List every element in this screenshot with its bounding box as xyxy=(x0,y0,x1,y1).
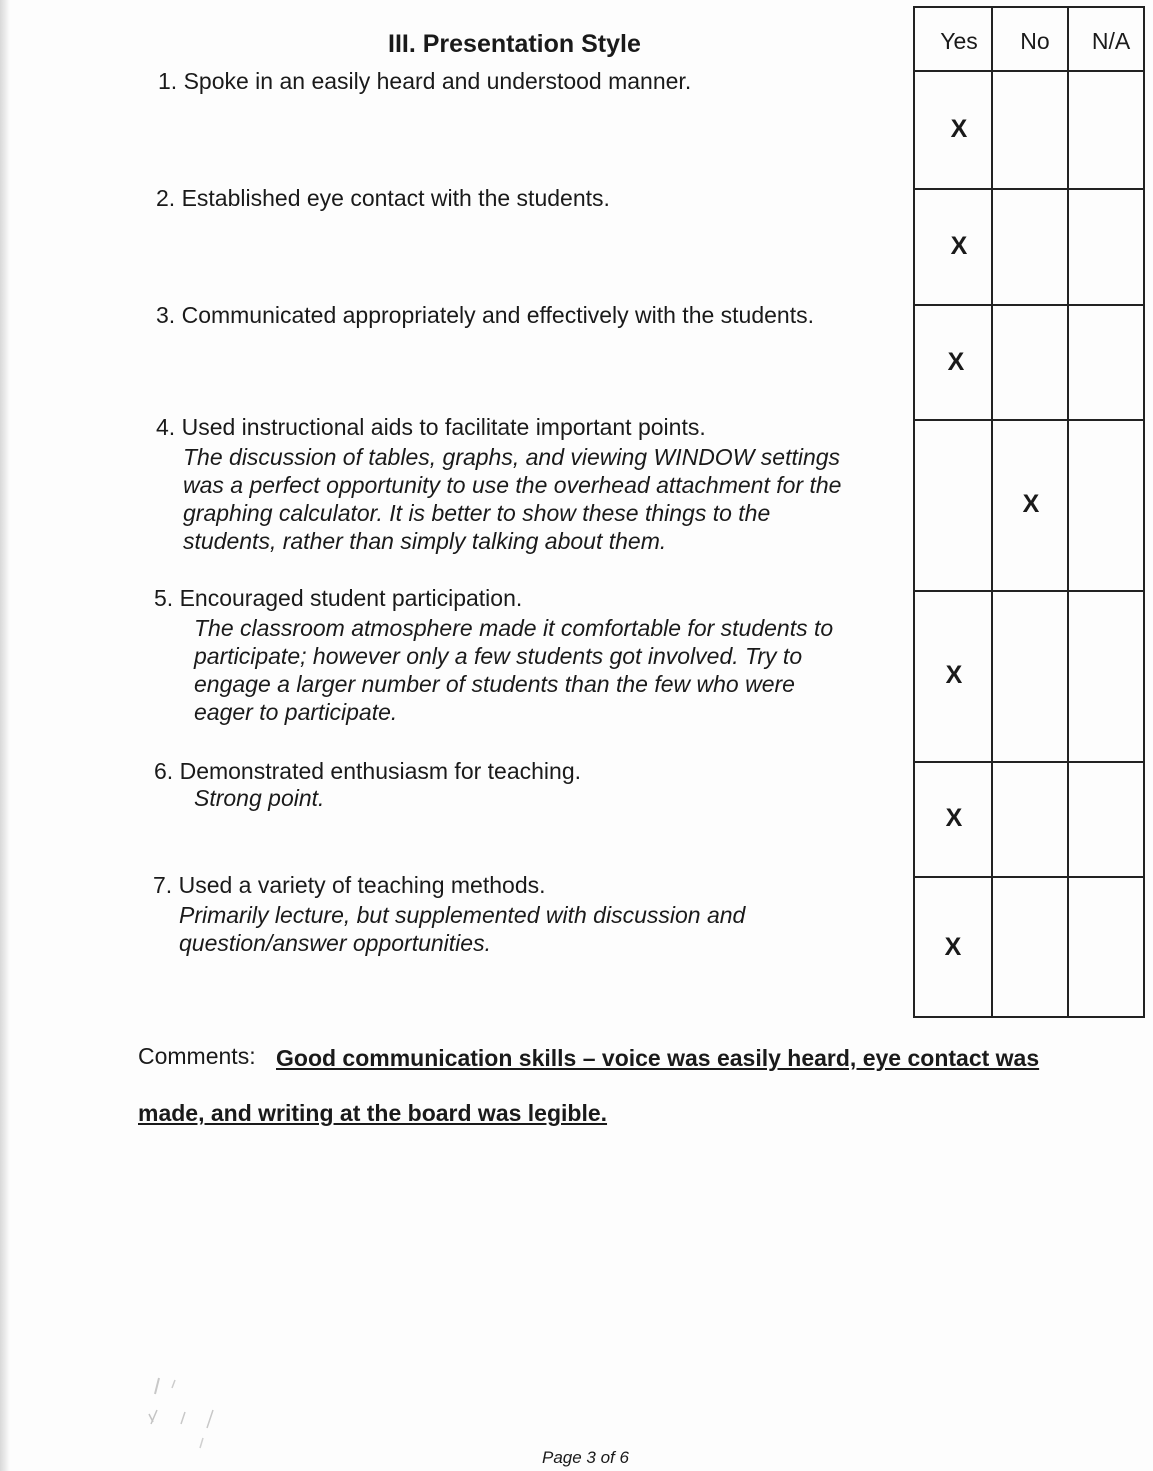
comments-text-line: made, and writing at the board was legible. xyxy=(138,1100,608,1126)
row-divider xyxy=(915,419,1143,421)
item-number: 4. xyxy=(156,414,176,440)
column-header-yes: Yes xyxy=(940,28,978,54)
item-number: 1. xyxy=(158,68,178,94)
row-divider xyxy=(915,188,1143,190)
row-divider xyxy=(915,70,1143,72)
item-text: Used instructional aids to facilitate important points. xyxy=(181,414,706,440)
comment-line: graphing calculator. It is better to show these things to the xyxy=(183,500,771,526)
comment-line: students, rather than simply talking about them. xyxy=(183,528,667,554)
comment-line: Primarily lecture, but supplemented with discussion and xyxy=(179,902,746,928)
item-text: Used a variety of teaching methods. xyxy=(178,872,546,898)
checkbox-mark-yes: X xyxy=(950,232,968,260)
item-text: Demonstrated enthusiasm for teaching. xyxy=(179,758,582,784)
list-item xyxy=(158,68,691,95)
item-text: Spoke in an easily heard and understood manner. xyxy=(183,68,692,94)
checklist-grid xyxy=(913,6,1145,1018)
item-comment xyxy=(194,784,324,812)
list-item xyxy=(153,872,546,899)
item-text: Communicated appropriately and effectively with the students. xyxy=(181,302,814,328)
checkbox-mark-yes: X xyxy=(945,804,963,832)
checkbox-mark-yes: X xyxy=(944,933,962,961)
item-number: 7. xyxy=(153,872,173,898)
comment-line: The discussion of tables, graphs, and viewing WINDOW settings xyxy=(183,444,841,470)
checkbox-mark-no: X xyxy=(1022,490,1040,518)
column-header-no: No xyxy=(1020,28,1050,54)
pencil-scribble-mark xyxy=(145,1370,225,1450)
row-divider xyxy=(915,876,1143,878)
scan-edge-shadow xyxy=(0,0,10,1471)
item-number: 2. xyxy=(156,185,176,211)
item-number: 3. xyxy=(156,302,176,328)
item-number: 6. xyxy=(154,758,174,784)
row-divider xyxy=(915,590,1143,592)
comments-label: Comments: xyxy=(138,1043,256,1069)
item-text: Established eye contact with the students. xyxy=(181,185,610,211)
comments-text-line: Good communication skills – voice was easily heard, eye contact was xyxy=(276,1045,1040,1071)
item-comment xyxy=(183,443,841,555)
comment-line: was a perfect opportunity to use the overhead attachment for the xyxy=(183,472,842,498)
comment-line: The classroom atmosphere made it comfortable for students to xyxy=(194,615,834,641)
list-item xyxy=(156,185,610,212)
section-title: III. Presentation Style xyxy=(388,30,641,58)
page-number: Page 3 of 6 xyxy=(542,1448,629,1467)
list-item xyxy=(154,585,522,612)
comment-line: Strong point. xyxy=(194,785,325,811)
comment-line: engage a larger number of students than the few who were xyxy=(194,671,795,697)
comment-line: eager to participate. xyxy=(194,699,398,725)
column-header-na: N/A xyxy=(1091,28,1131,54)
list-item xyxy=(156,414,706,441)
item-text: Encouraged student participation. xyxy=(179,585,523,611)
comment-line: question/answer opportunities. xyxy=(179,930,491,956)
comment-line: participate; however only a few students got involved. Try to xyxy=(194,643,803,669)
list-item xyxy=(154,758,581,785)
item-comment xyxy=(194,614,833,726)
list-item xyxy=(156,302,814,329)
checkbox-mark-yes: X xyxy=(945,661,963,689)
item-number: 5. xyxy=(154,585,174,611)
checkbox-mark-yes: X xyxy=(950,115,968,143)
item-comment xyxy=(179,901,745,957)
row-divider xyxy=(915,761,1143,763)
checkbox-mark-yes: X xyxy=(947,348,965,376)
row-divider xyxy=(915,304,1143,306)
